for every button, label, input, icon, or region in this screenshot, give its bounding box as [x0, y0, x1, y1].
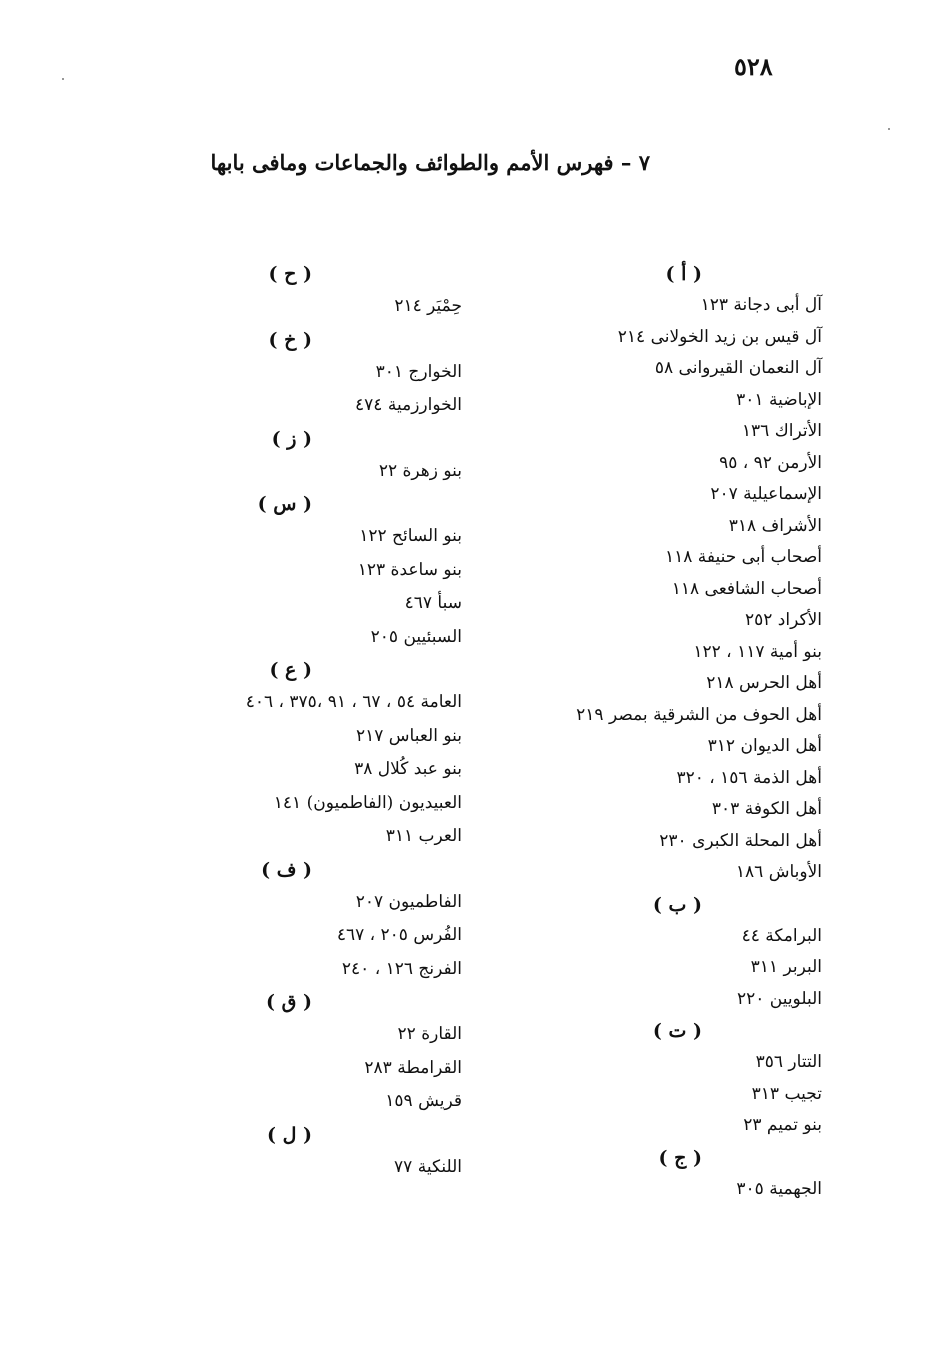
section-letter-heading: ( س ) — [257, 493, 312, 515]
index-entry: أصحاب أبى حنيفة ١١٨ — [664, 547, 822, 567]
index-entry: الإسماعيلية ٢٠٧ — [710, 484, 822, 504]
index-entry: آل أبى دجانة ١٢٣ — [700, 295, 822, 315]
section-letter-heading: ( أ ) — [665, 263, 702, 285]
index-entry: تجيب ٣١٣ — [751, 1083, 822, 1104]
section-letter-heading: ( ل ) — [266, 1123, 312, 1146]
index-entry: الأتراك ١٣٦ — [741, 421, 822, 441]
index-section — [482, 889, 822, 1016]
index-column-right — [482, 258, 822, 1205]
index-column-left — [162, 258, 462, 1184]
section-letter-heading: ( ق ) — [266, 991, 312, 1013]
index-section — [482, 258, 822, 889]
index-entry: العامة ٥٤ ، ٦٧ ، ٩١ ،٣٧٥ ، ٤٠٦ — [245, 692, 462, 712]
index-entry: الخوارزمية ٤٧٤ — [355, 395, 462, 415]
index-section — [482, 1142, 822, 1206]
index-entry: أهل الديوان ٣١٢ — [707, 736, 822, 756]
index-entry: الأشراف ٣١٨ — [728, 515, 822, 536]
index-section — [162, 488, 462, 654]
index-entry: بنو ساعدة ١٢٣ — [357, 559, 462, 580]
index-entry: آل قيس بن زيد الخولانى ٢١٤ — [617, 326, 822, 347]
index-section — [162, 654, 462, 854]
index-entry: أهل الكوفة ٣٠٣ — [711, 799, 822, 819]
index-entry: قريش ١٥٩ — [385, 1091, 462, 1111]
index-entry: العبيديون (الفاطميون) ١٤١ — [273, 792, 462, 813]
index-section — [162, 1119, 462, 1185]
index-entry: التتار ٣٥٦ — [755, 1052, 822, 1072]
index-entry: الأرمن ٩٢ ، ٩٥ — [719, 452, 822, 473]
index-entry: الأوباش ١٨٦ — [735, 862, 822, 882]
index-section — [162, 324, 462, 423]
index-entry: اللنكية ٧٧ — [394, 1156, 462, 1177]
index-section — [162, 854, 462, 987]
index-entry: بنو تميم ٢٣ — [743, 1115, 822, 1135]
index-entry: بنو أمية ١١٧ ، ١٢٢ — [693, 641, 822, 662]
index-section — [162, 258, 462, 324]
index-entry: أهل الحوف من الشرقية بمصر ٢١٩ — [576, 704, 822, 725]
index-entry: الإباضية ٣٠١ — [736, 389, 822, 410]
index-entry: البلويين ٢٢٠ — [736, 988, 822, 1009]
scan-speck — [888, 128, 890, 130]
index-entry: الفُرس ٢٠٥ ، ٤٦٧ — [336, 925, 462, 945]
section-letter-heading: ( خ ) — [268, 328, 312, 351]
index-entry: بنو السائح ١٢٢ — [359, 526, 462, 546]
index-entry: الخوارج ٣٠١ — [375, 361, 462, 382]
index-section — [482, 1015, 822, 1142]
index-entry: بنو زهرة ٢٢ — [378, 460, 462, 481]
index-entry: سبأ ٤٦٧ — [404, 593, 462, 613]
section-letter-heading: ( ت ) — [652, 1020, 702, 1042]
index-entry: حِمْيَر ٢١٤ — [394, 296, 462, 316]
index-entry: الأكراد ٢٥٢ — [745, 610, 822, 630]
index-entry: القرامطة ٢٨٣ — [364, 1057, 462, 1078]
index-section — [162, 423, 462, 489]
index-entry: بنو العباس ٢١٧ — [355, 725, 462, 746]
index-entry: البرامكة ٤٤ — [741, 925, 822, 946]
page-number: ٥٢٨ — [734, 52, 773, 81]
section-letter-heading: ( ف ) — [261, 858, 312, 881]
scan-speck — [62, 78, 64, 80]
index-entry: آل النعمان القيروانى ٥٨ — [654, 358, 822, 378]
index-entry: القارة ٢٢ — [397, 1024, 462, 1044]
index-section — [162, 986, 462, 1119]
index-entry: الفاطميون ٢٠٧ — [355, 891, 462, 912]
page-title: ٧ – فهرس الأمم والطوائف والجماعات ومافى بابها — [210, 150, 650, 175]
index-entry: البربر ٣١١ — [750, 957, 822, 977]
section-letter-heading: ( ح ) — [268, 263, 312, 285]
index-entry: السبئيين ٢٠٥ — [370, 626, 462, 647]
section-letter-heading: ( ب ) — [652, 893, 702, 916]
index-entry: الفرنج ١٢٦ ، ٢٤٠ — [341, 958, 462, 979]
index-entry: أهل الحرس ٢١٨ — [706, 673, 822, 693]
index-entry: العرب ٣١١ — [385, 826, 462, 846]
index-entry: بنو عبد كُلال ٣٨ — [354, 759, 462, 779]
section-letter-heading: ( ع ) — [269, 659, 312, 681]
index-entry: أصحاب الشافعى ١١٨ — [671, 578, 822, 599]
section-letter-heading: ( ز ) — [271, 427, 312, 450]
index-entry: الجهمية ٣٠٥ — [736, 1178, 822, 1199]
index-entry: أهل الذمة ١٥٦ ، ٣٢٠ — [676, 767, 822, 788]
section-letter-heading: ( ج ) — [658, 1146, 702, 1169]
index-entry: أهل المحلة الكبرى ٢٣٠ — [659, 830, 822, 851]
